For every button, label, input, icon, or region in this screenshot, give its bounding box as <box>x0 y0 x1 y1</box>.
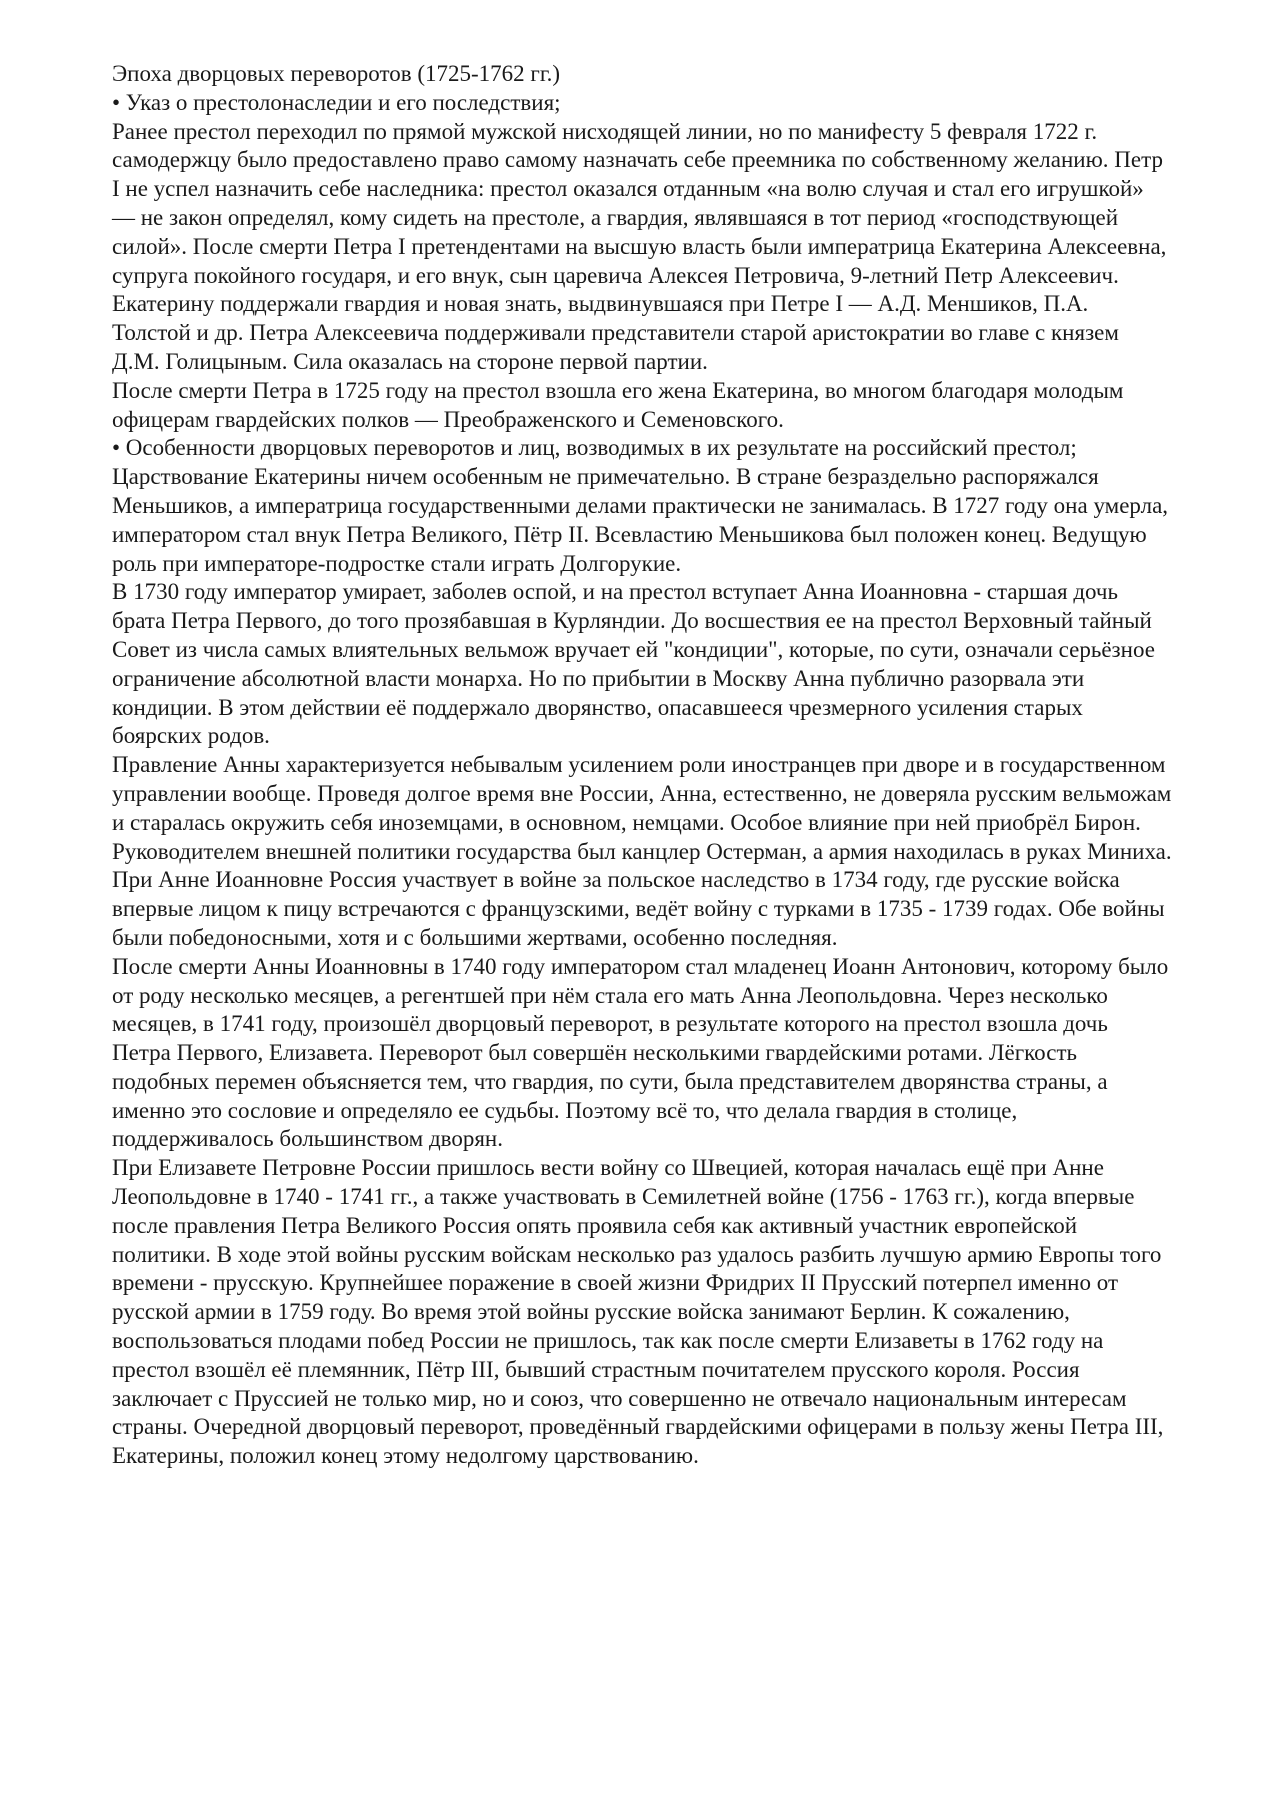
paragraph: Ранее престол переходил по прямой мужской нисходящей линии, но по манифесту 5 февраля 1722 г. самодержцу было предоставлено право самому назначать себе преемника по собственному желанию. Петр I не успел назначить себе наследника: престол оказался отданным «на волю случая и стал его игрушкой» — не закон определял, кому сидеть на престоле, а гвардия, являвшаяся в тот период «господствующей силой». После смерти Петра I претендентами на высшую власть были императрица Екатерина Алексеевна, супруга покойного государя, и его внук, сын царевича Алексея Петровича, 9-летний Петр Алексеевич. Екатерину поддержали гвардия и новая знать, выдвинувшаяся при Петре I — А.Д. Меншиков, П.А. Толстой и др. Петра Алексеевича поддерживали представители старой аристократии во главе с князем Д.М. Голицыным. Сила оказалась на стороне первой партии. <box>112 118 1167 374</box>
section-heading-coup-features: • Особенности дворцовых переворотов и лиц, возводимых в их результате на российский престол; <box>112 435 1077 461</box>
paragraph: Правление Анны характеризуется небывалым усилением роли иностранцев при дворе и в государственном управлении вообще. Проведя долгое время вне России, Анна, естественно, не доверяла русским вельможам и старалась окружить себя иноземцами, в основном, немцами. Особое влияние при ней приобрёл Бирон. Руководителем внешней политики государства был канцлер Остерман, а армия находилась в руках Миниха. При Анне Иоанновне Россия участвует в войне за польское наследство в 1734 году, где русские войска впервые лицом к пицу встречаются с французскими, ведёт войну с турками в 1735 - 1739 годах. Обе войны были победоносными, хотя и с большими жертвами, особенно последняя. <box>112 752 1172 950</box>
paragraph: После смерти Анны Иоанновны в 1740 году императором стал младенец Иоанн Антонович, которому было от роду несколько месяцев, а регентшей при нём стала его мать Анна Леопольдовна. Через несколько месяцев, в 1741 году, произошёл дворцовый переворот, в результате которого на престол взошла дочь Петра Первого, Елизавета. Переворот был совершён несколькими гвардейскими ротами. Лёгкость подобных перемен объясняется тем, что гвардия, по сути, была представителем дворянства страны, а именно это сословие и определяло ее судьбы. Поэтому всё то, что делала гвардия в столице, поддерживалось большинством дворян. <box>112 953 1169 1152</box>
paragraph: В 1730 году император умирает, заболев оспой, и на престол вступает Анна Иоанновна - старшая дочь брата Петра Первого, до того прозябавшая в Курляндии. До восшествия ее на престол Верховный тайный Совет из числа самых влиятельных вельмож вручает ей "кондиции", которые, по сути, означали серьёзное ограничение абсолютной власти монарха. Но по прибытии в Москву Анна публично разорвала эти кондиции. В этом действии её поддержало дворянство, опасавшееся чрезмерного усиления старых боярских родов. <box>112 579 1155 749</box>
paragraph: После смерти Петра в 1725 году на престол взошла его жена Екатерина, во многом благодаря молодым офицерам гвардейских полков — Преображенского и Семеновского. <box>112 377 1124 432</box>
section-heading-succession-decree: • Указ о престолонаследии и его последствия; <box>112 89 561 115</box>
document-page <box>112 60 1172 1471</box>
document-title: Эпоха дворцовых переворотов (1725-1762 гг.) <box>112 61 561 86</box>
paragraph: При Елизавете Петровне России пришлось вести войну со Швецией, которая началась ещё при Анне Леопольдовне в 1740 - 1741 гг., а также участвовать в Семилетней войне (1756 - 1763 гг.), когда впервые после правления Петра Великого Россия опять проявила себя как активный участник европейской политики. В ходе этой войны русским войскам несколько раз удалось разбить лучшую армию Европы того времени - прусскую. Крупнейшее поражение в своей жизни Фридрих II Прусский потерпел именно от русской армии в 1759 году. Во время этой войны русские войска занимают Берлин. К сожалению, воспользоваться плодами побед России не пришлось, так как после смерти Елизаветы в 1762 году на престол взошёл её племянник, Пётр III, бывший страстным почитателем прусского короля. Россия заключает с Пруссией не только мир, но и союз, что совершенно не отвечало национальным интересам страны. Очередной дворцовый переворот, проведённый гвардейскими офицерами в пользу жены Петра III, Екатерины, положил конец этому недолгому царствованию. <box>112 1155 1164 1469</box>
paragraph: Царствование Екатерины ничем особенным не примечательно. В стране безраздельно распоряжался Меньшиков, а императрица государственными делами практически не занималась. В 1727 году она умерла, императором стал внук Петра Великого, Пётр II. Всевластию Меньшикова был положен конец. Ведущую роль при императоре-подростке стали играть Долгорукие. <box>112 464 1169 576</box>
